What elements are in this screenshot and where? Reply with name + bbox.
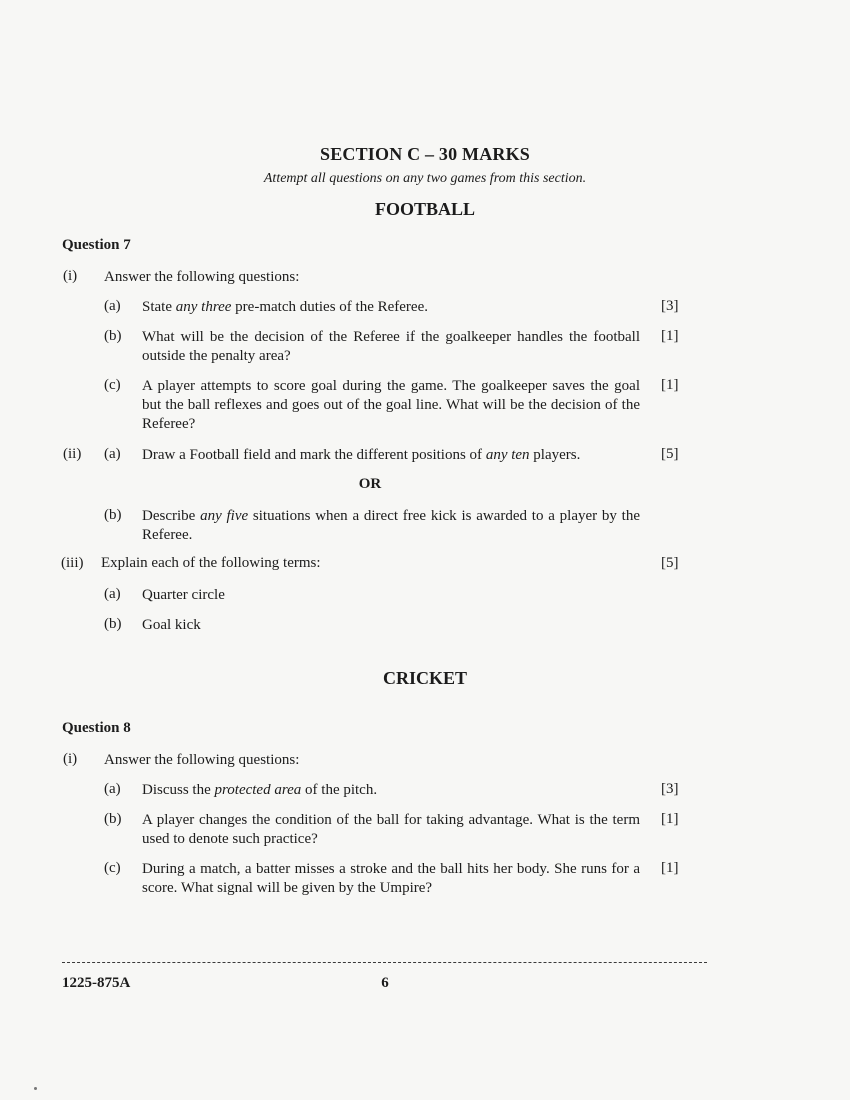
or-divider: OR — [358, 476, 382, 492]
paper-code: 1225-875A — [62, 975, 131, 991]
q8-i-b-text: A player changes the condition of the ball for taking advantage. What is the term used to denote such practice? — [142, 812, 640, 847]
cricket-heading: CRICKET — [382, 668, 467, 688]
q8-i-c-letter: (c) — [104, 860, 121, 876]
q7-part-i-number: (i) — [63, 268, 78, 284]
q7-i-c-text: A player attempts to score goal during the game. The goalkeeper saves the goal but the ball reflexes and goes out of the goal line. What will be the decision of the Referee? — [142, 378, 640, 432]
q7-i-c-letter: (c) — [104, 377, 121, 393]
q8-i-b-letter: (b) — [104, 811, 122, 827]
scan-speck — [34, 1087, 37, 1090]
q8-i-a-text: Discuss the protected area of the pitch. — [142, 782, 378, 798]
q7-ii-b-text: Describe any five situations when a direct free kick is awarded to a player by the Referee. — [142, 508, 640, 543]
footer-rule — [62, 962, 707, 963]
q8-i-c-text: During a match, a batter misses a stroke and the ball hits her body. She runs for a score. What signal will be given by the Umpire? — [142, 861, 640, 896]
q8-part-i-prompt: Answer the following questions: — [104, 752, 300, 768]
q7-i-b-marks: [1] — [661, 328, 679, 344]
q7-i-c-marks: [1] — [661, 377, 679, 393]
q7-part-i-prompt: Answer the following questions: — [104, 269, 300, 285]
q8-i-b-marks: [1] — [661, 811, 679, 827]
q7-ii-a-marks: [5] — [661, 446, 679, 462]
q8-i-a-letter: (a) — [104, 781, 121, 797]
q7-ii-b-letter: (b) — [104, 507, 122, 523]
q7-i-a-letter: (a) — [104, 298, 121, 314]
q7-i-a-marks: [3] — [661, 298, 679, 314]
q7-i-a-text: State any three pre-match duties of the Referee. — [142, 299, 428, 315]
q8-i-a-marks: [3] — [661, 781, 679, 797]
football-heading: FOOTBALL — [374, 199, 476, 219]
section-instruction: Attempt all questions on any two games from this section. — [263, 171, 587, 186]
q7-iii-b-letter: (b) — [104, 616, 122, 632]
question-8-label: Question 8 — [62, 720, 131, 736]
q7-part-ii-number: (ii) — [63, 446, 82, 462]
q7-part-iii-prompt: Explain each of the following terms: — [101, 555, 321, 571]
q7-iii-b-text: Goal kick — [142, 617, 201, 633]
q7-i-b-text: What will be the decision of the Referee if the goalkeeper handles the football outside the penalty area? — [142, 329, 640, 364]
section-title: SECTION C – 30 MARKS — [319, 144, 531, 164]
q7-iii-a-text: Quarter circle — [142, 587, 225, 603]
q7-part-iii-number: (iii) — [61, 555, 84, 571]
q7-ii-a-text: Draw a Football field and mark the different positions of any ten players. — [142, 447, 581, 463]
q7-iii-marks: [5] — [661, 555, 679, 571]
page-number: 6 — [381, 975, 389, 991]
q7-iii-a-letter: (a) — [104, 586, 121, 602]
q8-i-c-marks: [1] — [661, 860, 679, 876]
q7-i-b-letter: (b) — [104, 328, 122, 344]
question-7-label: Question 7 — [62, 237, 131, 253]
q7-ii-a-letter: (a) — [104, 446, 121, 462]
q8-part-i-number: (i) — [63, 751, 78, 767]
